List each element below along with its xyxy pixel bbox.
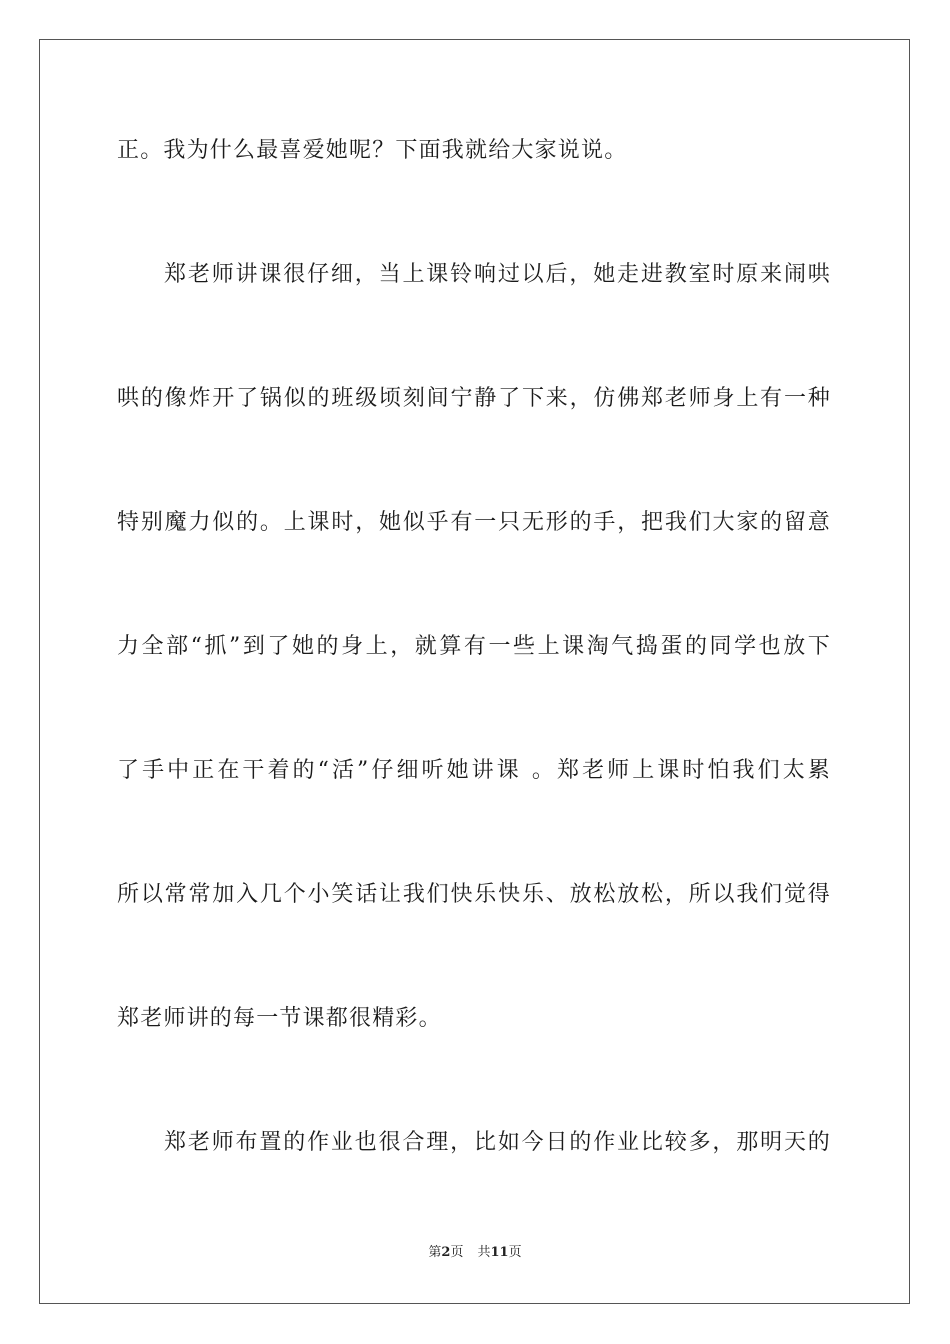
page-footer	[0, 1244, 950, 1262]
page-border	[39, 39, 910, 1304]
page-prefix: 第	[428, 1245, 442, 1260]
text-line-1: 正。我为什么最喜爱她呢？下面我就给大家说说。	[117, 138, 628, 163]
total-pages: 11	[490, 1245, 509, 1260]
text-line-2: 郑老师讲课很仔细，当上课铃响过以后，她走进教室时原来闹哄	[164, 262, 831, 287]
page-number: 2	[441, 1245, 451, 1260]
total-prefix: 共	[477, 1245, 491, 1260]
text-line-7: 所以常常加入几个小笑话让我们快乐快乐、放松放松，所以我们觉得	[117, 882, 831, 907]
text-line-4: 特别魔力似的。上课时，她似乎有一只无形的手，把我们大家的留意	[117, 510, 831, 535]
total-suffix: 页	[508, 1245, 522, 1260]
text-line-8: 郑老师讲的每一节课都很精彩。	[117, 1006, 442, 1031]
text-line-6: 了手中正在干着的“活”仔细听她讲课 。郑老师上课时怕我们太累	[117, 758, 831, 783]
text-line-5: 力全部“抓”到了她的身上，就算有一些上课淘气捣蛋的同学也放下	[117, 634, 831, 659]
page-suffix: 页	[450, 1245, 464, 1260]
text-line-9: 郑老师布置的作业也很合理，比如今日的作业比较多，那明天的	[164, 1130, 831, 1155]
text-line-3: 哄的像炸开了锅似的班级顷刻间宁静了下来，仿佛郑老师身上有一种	[117, 386, 831, 411]
